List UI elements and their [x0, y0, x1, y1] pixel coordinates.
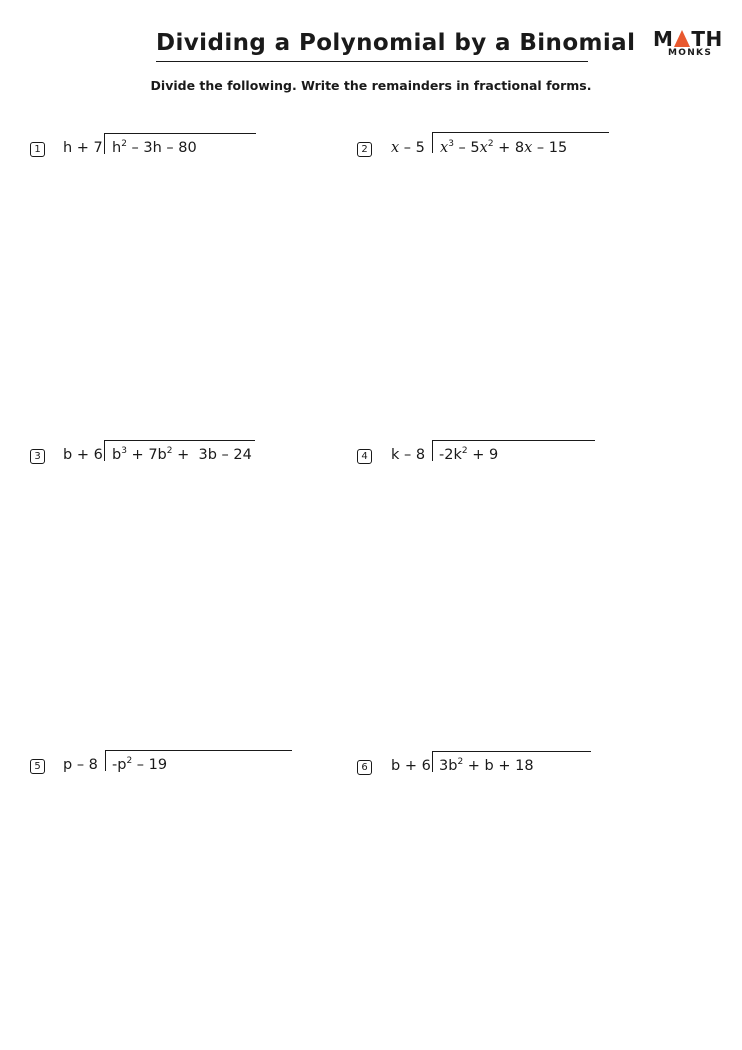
divisor: x – 5 [391, 140, 425, 156]
title-underline [156, 61, 588, 62]
divisor: b + 6 [391, 758, 431, 774]
logo-letters-th: TH [691, 27, 723, 51]
dividend: $-2k^2 + 9$ [439, 446, 499, 463]
problem-number: 2 [357, 142, 372, 157]
problem-number: 4 [357, 449, 372, 464]
dividend: $x^3 - 5x^2 + 8x - 15$ [440, 139, 568, 156]
dividend: $-p^2 - 19$ [112, 756, 168, 773]
worksheet-title: Dividing a Polynomial by a Binomial [156, 30, 636, 56]
problem-number: 6 [357, 760, 372, 775]
divisor: k – 8 [391, 447, 426, 463]
math-monks-logo [650, 26, 723, 62]
dividend: $h^2 - 3h - 80$ [112, 139, 197, 156]
problem-6 [357, 751, 607, 781]
problem-number: 5 [30, 759, 45, 774]
problem-3 [30, 440, 270, 470]
problem-2 [357, 132, 617, 162]
problem-5 [30, 750, 300, 780]
problem-1 [30, 133, 270, 163]
divisor: p – 8 [63, 757, 98, 773]
logo-triangle-icon [674, 30, 690, 47]
problem-4 [357, 440, 607, 470]
divisor: h + 7 [63, 140, 103, 156]
logo-letter-m: M [653, 27, 674, 51]
problem-number: 3 [30, 449, 45, 464]
logo-subtext: MONKS [668, 48, 713, 58]
divisor: b + 6 [63, 447, 103, 463]
instructions: Divide the following. Write the remainders in fractional forms. [150, 78, 592, 93]
dividend: $b^3 + 7b^2 + 3b - 24$ [112, 446, 252, 463]
problem-number: 1 [30, 142, 45, 157]
dividend: $3b^2 + b + 18$ [439, 757, 534, 774]
